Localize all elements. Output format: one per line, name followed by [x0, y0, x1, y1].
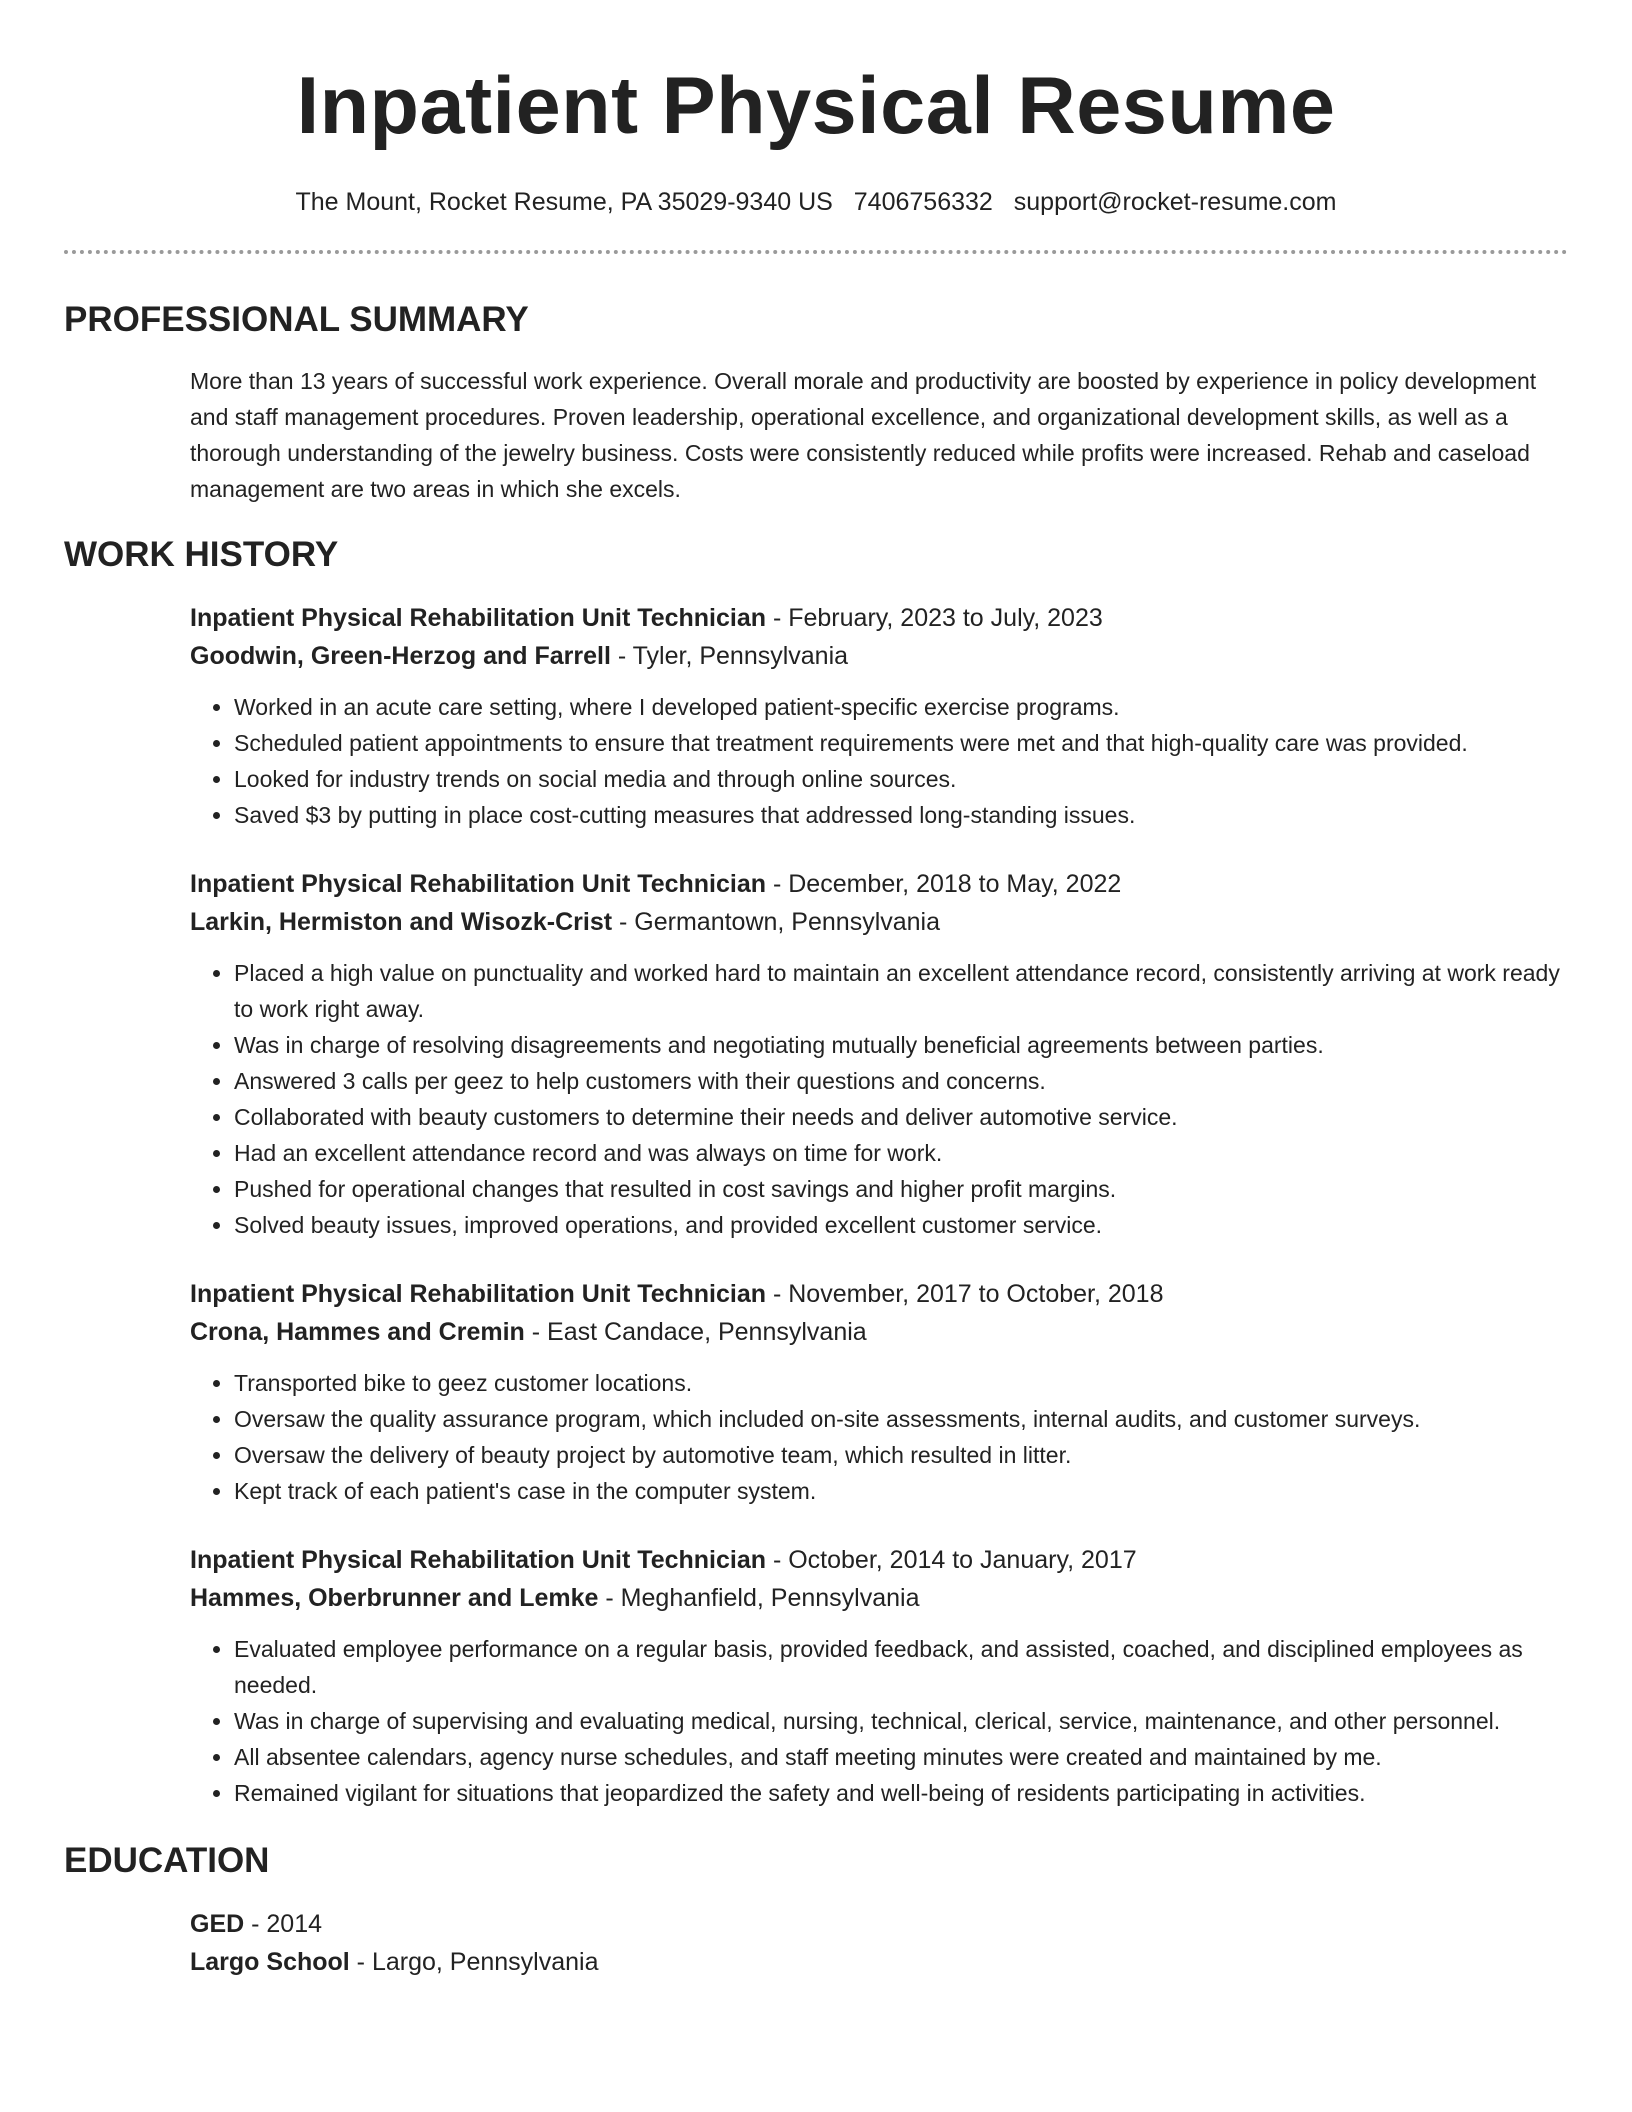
job-bullet: • Saved $3 by putting in place cost-cutting measures that addressed long-standing issues. — [234, 797, 1568, 833]
summary-text: More than 13 years of successful work experience. Overall morale and productivity are boosted by experience in policy development and staff management procedures. Proven leadership, operational excellence, and organizational development skills, as well as a thorough understanding of the jewelry business. Costs were consistently reduced while profits were increased. Rehab and caseload management are two areas in which she excels. — [190, 368, 1537, 502]
job-title-line — [190, 865, 1568, 903]
job-company: Crona, Hammes and Cremin — [190, 1318, 525, 1346]
job-bullet: • Remained vigilant for situations that jeopardized the safety and well-being of residents participating in activities. — [234, 1775, 1568, 1811]
job-position: Inpatient Physical Rehabilitation Unit Technician — [190, 604, 767, 632]
job-bullets — [190, 955, 1568, 1243]
job-bullets — [190, 1365, 1568, 1509]
job-title-line — [190, 1541, 1568, 1579]
job-bullet: • Looked for industry trends on social media and through online sources. — [234, 761, 1568, 797]
job-bullet: • Transported bike to geez customer locations. — [234, 1365, 1568, 1401]
education-degree: GED — [190, 1910, 245, 1938]
job-location: - Meghanfield, Pennsylvania — [598, 1584, 920, 1612]
job-dates: - October, 2014 to January, 2017 — [766, 1546, 1137, 1574]
job-bullet: • Worked in an acute care setting, where I developed patient-specific exercise programs. — [234, 689, 1568, 725]
education-degree-line — [190, 1905, 1568, 1943]
job-bullets — [190, 689, 1568, 833]
work-history-heading: WORK HISTORY — [64, 535, 339, 574]
job-bullet: • Evaluated employee performance on a regular basis, provided feedback, and assisted, coached, and disciplined employees as needed. — [234, 1631, 1568, 1703]
summary-heading: PROFESSIONAL SUMMARY — [64, 300, 529, 339]
job-company: Larkin, Hermiston and Wisozk-Crist — [190, 908, 613, 936]
contact-address: The Mount, Rocket Resume, PA 35029-9340 US — [295, 188, 833, 216]
job-bullets — [190, 1631, 1568, 1811]
job-bullet: • Placed a high value on punctuality and worked hard to maintain an excellent attendance record, consistently arriving at work ready to work right away. — [234, 955, 1568, 1027]
job-bullet: • Solved beauty issues, improved operations, and provided excellent customer service. — [234, 1207, 1568, 1243]
contact-line — [64, 186, 1568, 218]
contact-email: support@rocket-resume.com — [1013, 188, 1337, 216]
job-bullet: • Had an excellent attendance record and was always on time for work. — [234, 1135, 1568, 1171]
job-bullet: • Scheduled patient appointments to ensure that treatment requirements were met and that high-quality care was provided. — [234, 725, 1568, 761]
job-entry — [190, 1275, 1568, 1509]
header-divider — [64, 250, 1568, 254]
job-entry — [190, 1541, 1568, 1811]
job-entry — [190, 599, 1568, 833]
job-dates: - February, 2023 to July, 2023 — [766, 604, 1103, 632]
job-bullet: • Pushed for operational changes that resulted in cost savings and higher profit margins. — [234, 1171, 1568, 1207]
education-school: Largo School — [190, 1948, 350, 1976]
job-location: - East Candace, Pennsylvania — [524, 1318, 867, 1346]
job-position: Inpatient Physical Rehabilitation Unit Technician — [190, 1280, 767, 1308]
summary-section — [64, 363, 1568, 507]
job-dates: - December, 2018 to May, 2022 — [766, 870, 1122, 898]
contact-phone: 7406756332 — [853, 188, 993, 216]
education-section — [64, 1905, 1568, 1981]
job-title-line — [190, 1275, 1568, 1313]
job-bullet: • Collaborated with beauty customers to determine their needs and deliver automotive service. — [234, 1099, 1568, 1135]
job-bullet: • Was in charge of supervising and evaluating medical, nursing, technical, clerical, service, maintenance, and other personnel. — [234, 1703, 1568, 1739]
job-company: Hammes, Oberbrunner and Lemke — [190, 1584, 599, 1612]
education-year: - 2014 — [244, 1910, 323, 1938]
job-bullet: • Answered 3 calls per geez to help customers with their questions and concerns. — [234, 1063, 1568, 1099]
work-history-section — [64, 599, 1568, 1811]
job-bullet: • Was in charge of resolving disagreements and negotiating mutually beneficial agreements between parties. — [234, 1027, 1568, 1063]
job-company: Goodwin, Green-Herzog and Farrell — [190, 642, 611, 670]
job-location: - Tyler, Pennsylvania — [610, 642, 849, 670]
education-heading: EDUCATION — [64, 1841, 270, 1880]
education-school-line — [190, 1943, 1568, 1981]
job-position: Inpatient Physical Rehabilitation Unit Technician — [190, 870, 767, 898]
job-position: Inpatient Physical Rehabilitation Unit Technician — [190, 1546, 767, 1574]
job-title-line — [190, 599, 1568, 637]
job-bullet: • Oversaw the quality assurance program, which included on-site assessments, internal audits, and customer surveys. — [234, 1401, 1568, 1437]
job-company-line — [190, 1313, 1568, 1351]
job-entry — [190, 865, 1568, 1243]
job-bullet: • All absentee calendars, agency nurse schedules, and staff meeting minutes were created and maintained by me. — [234, 1739, 1568, 1775]
job-dates: - November, 2017 to October, 2018 — [766, 1280, 1164, 1308]
job-company-line — [190, 1579, 1568, 1617]
job-location: - Germantown, Pennsylvania — [612, 908, 941, 936]
job-company-line — [190, 903, 1568, 941]
job-bullet: • Oversaw the delivery of beauty project by automotive team, which resulted in litter. — [234, 1437, 1568, 1473]
education-location: - Largo, Pennsylvania — [349, 1948, 599, 1976]
resume-name: Inpatient Physical Resume — [296, 61, 1336, 151]
job-company-line — [190, 637, 1568, 675]
job-bullet: • Kept track of each patient's case in the computer system. — [234, 1473, 1568, 1509]
